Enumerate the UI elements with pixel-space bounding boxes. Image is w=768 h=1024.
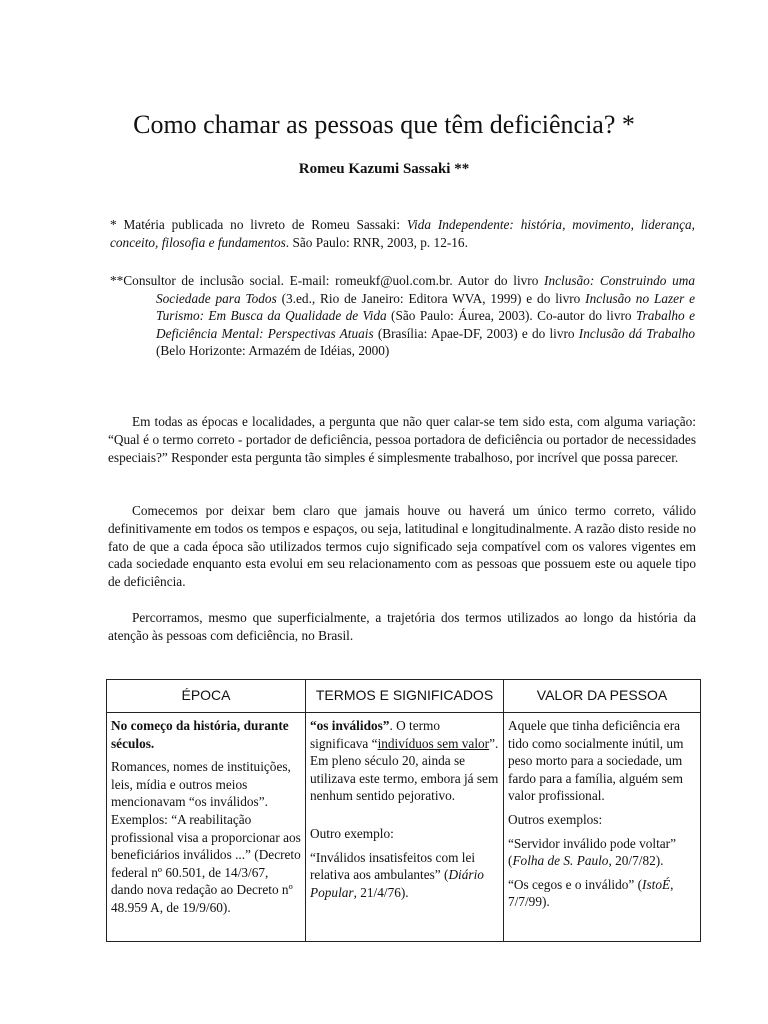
footnote-publication: * Matéria publicada no livreto de Romeu Sassaki: Vida Independente: história, movimento, liderança, conceito, filosofia e fundamentos. São Paulo: RNR, 2003, p. 12-16.: [110, 217, 695, 250]
header-termos: TERMOS E SIGNIFICADOS: [306, 680, 504, 713]
termos-example: “Inválidos insatisfeitos com lei relativa aos ambulantes” (Diário Popular, 21/4/76).: [310, 849, 484, 900]
table-row: [107, 713, 701, 942]
cell-valor: [504, 713, 701, 942]
paragraph-trajectory: Percorramos, mesmo que superficialmente, a trajetória dos termos utilizados ao longo da história da atenção às pessoas com deficiência, no Brasil.: [108, 610, 696, 643]
termos-text: “os inválidos”. O termo significava “indivíduos sem valor”. Em pleno século 20, ainda se utilizava este termo, embora já sem nenhum sentido pejorativo.: [310, 718, 499, 804]
page-title: Como chamar as pessoas que têm deficiência? *: [133, 110, 635, 139]
valor-example-1: “Servidor inválido pode voltar” (Folha de S. Paulo, 20/7/82).: [508, 835, 677, 869]
valor-text: Aquele que tinha deficiência era tido como socialmente inútil, um peso morto para a sociedade, um fardo para a família, alguém sem valor profissional.: [508, 718, 684, 804]
terms-history-table: [106, 679, 701, 942]
epoca-heading: No começo da história, durante séculos.: [111, 718, 289, 751]
author-name: Romeu Kazumi Sassaki **: [298, 161, 470, 177]
header-valor: VALOR DA PESSOA: [504, 680, 701, 713]
header-epoca: ÉPOCA: [107, 680, 306, 713]
valor-other-label: Outros exemplos:: [508, 811, 603, 827]
footnote-author-bio: **Consultor de inclusão social. E-mail: romeukf@uol.com.br. Autor do livro Inclusão: Construindo uma Sociedade para Todos (3.ed., Rio de Janeiro: Editora WVA, 1999) e do livro Inclusão no Lazer e Turismo: Em Busca da Qualidade de Vida (São Paulo: Áurea, 2003). Co-autor do livro Trabalho e Deficiência Mental: Perspectivas Atuais (Brasília: Apae-DF, 2003) e do livro Inclusão dá Trabalho (Belo Horizonte: Armazém de Idéias, 2000): [110, 273, 696, 359]
paragraph-no-correct-term: Comecemos por deixar bem claro que jamais houve ou haverá um único termo correto, válido definitivamente em todos os tempos e espaços, ou seja, latitudinal e longitudinalmente. A razão disto reside no fato de que a cada época são utilizados termos cujo significado seja compatível com os valores vigentes em cada sociedade enquanto esta evolui em seu relacionamento com as pessoas que possuem este ou aquele tipo de deficiência.: [108, 503, 696, 590]
epoca-text: Romances, nomes de instituições, leis, mídia e outros meios mencionavam “os inválidos”. Exemplos: “A reabilitação profissional visa a proporcionar aos beneficiários inválidos ...” (Decreto federal nº 60.501, de 14/3/67, dando nova redação ao Decreto nº 48.959 A, de 19/9/60).: [111, 759, 301, 915]
cell-epoca: [107, 713, 306, 942]
cell-termos: [306, 713, 504, 942]
paragraph-intro: Em todas as épocas e localidades, a pergunta que não quer calar-se tem sido esta, com alguma variação: “Qual é o termo correto - portador de deficiência, pessoa portadora de deficiência ou portador de necessidades especiais?” Responder esta pergunta tão simples é simplesmente trabalhoso, por incrível que possa parecer.: [108, 414, 696, 465]
valor-example-2: “Os cegos e o inválido” (IstoÉ, 7/7/99).: [508, 876, 674, 910]
table-header-row: [107, 680, 701, 713]
termos-other-label: Outro exemplo:: [310, 825, 394, 841]
